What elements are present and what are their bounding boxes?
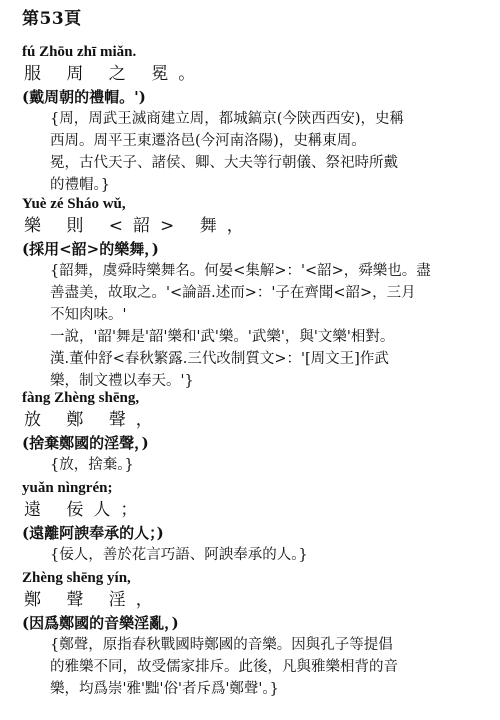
entry-note-line: {鄭聲，原指春秋戰國時鄭國的音樂。因與孔子等提倡 bbox=[50, 637, 393, 653]
entry-note-line: 樂，均爲崇'雅'黜'俗'者斥爲'鄭聲'。} bbox=[50, 681, 279, 697]
entry-pinyin: Zhèng shēng yín, bbox=[22, 570, 131, 586]
entry-note-line: 西周。周平王東遷洛邑(今河南洛陽)，史稱東周。 bbox=[50, 133, 366, 149]
entry-fang-zheng-sheng bbox=[22, 388, 492, 476]
entry-pinyin: Yuè zé Sháo wǔ, bbox=[22, 196, 126, 212]
entry-pinyin: yuǎn nìngrén; bbox=[22, 480, 113, 496]
entry-note-line: 不知肉味。' bbox=[50, 307, 127, 323]
entry-note-line: 一說，'韶'舞是'韶'樂和'武'樂。'武樂'，與'文樂'相對。 bbox=[50, 329, 395, 345]
entry-note-line: 樂，制文禮以奉天。'} bbox=[50, 373, 194, 389]
entry-yuan-ningren bbox=[22, 478, 492, 566]
entry-gloss: (戴周朝的禮帽。') bbox=[22, 88, 146, 106]
entry-note-line: 善盡美，故取之。'<論語.述而>：'子在齊聞<韶>，三月 bbox=[50, 285, 416, 301]
entry-pinyin: fàng Zhèng shēng, bbox=[22, 390, 140, 406]
entry-gloss: (因爲鄭國的音樂淫亂，) bbox=[22, 614, 179, 632]
page-number: 第53頁 bbox=[22, 9, 82, 29]
entry-hanzi: 遠 佞人； bbox=[24, 500, 148, 520]
entry-gloss: (捨棄鄭國的淫聲，) bbox=[22, 434, 149, 452]
entry-note-line: 冕，古代天子、諸侯、卿、大夫等行朝儀、祭祀時所戴 bbox=[50, 155, 398, 171]
entry-note-line: {韶舞，虞舜時樂舞名。何晏<集解>：'<韶>，舜樂也。盡 bbox=[50, 263, 431, 279]
entry-hanzi: 服 周 之 冕。 bbox=[24, 64, 206, 84]
entry-note-line: 的雅樂不同，故受儒家排斥。此後，凡與雅樂相背的音 bbox=[50, 659, 398, 675]
entry-zheng-sheng-yin bbox=[22, 568, 492, 700]
entry-note-line: {佞人，善於花言巧語、阿諛奉承的人。} bbox=[50, 547, 308, 563]
entry-pinyin: fú Zhōu zhī miǎn. bbox=[22, 44, 137, 60]
entry-note-line: {周，周武王滅商建立周，都城鎬京(今陝西西安)，史稱 bbox=[50, 111, 405, 127]
entry-gloss: (遠離阿諛奉承的人；) bbox=[22, 524, 164, 542]
entry-hanzi: 鄭 聲 淫， bbox=[24, 590, 163, 610]
entry-note-line: 的禮帽。} bbox=[50, 177, 110, 193]
entry-fu-zhou-zhi-mian bbox=[22, 42, 492, 196]
entry-gloss: (採用<韶>的樂舞，) bbox=[22, 240, 159, 258]
entry-hanzi: 放 鄭 聲， bbox=[24, 410, 163, 430]
entry-hanzi: 樂 則 <韶> 舞， bbox=[24, 216, 254, 236]
entry-note-line: {放，捨棄。} bbox=[50, 457, 134, 473]
entry-yue-ze-shao-wu bbox=[22, 194, 492, 392]
entry-note-line: 漢.董仲舒<春秋繁露.三代改制質文>：'[周文王]作武 bbox=[50, 351, 389, 367]
